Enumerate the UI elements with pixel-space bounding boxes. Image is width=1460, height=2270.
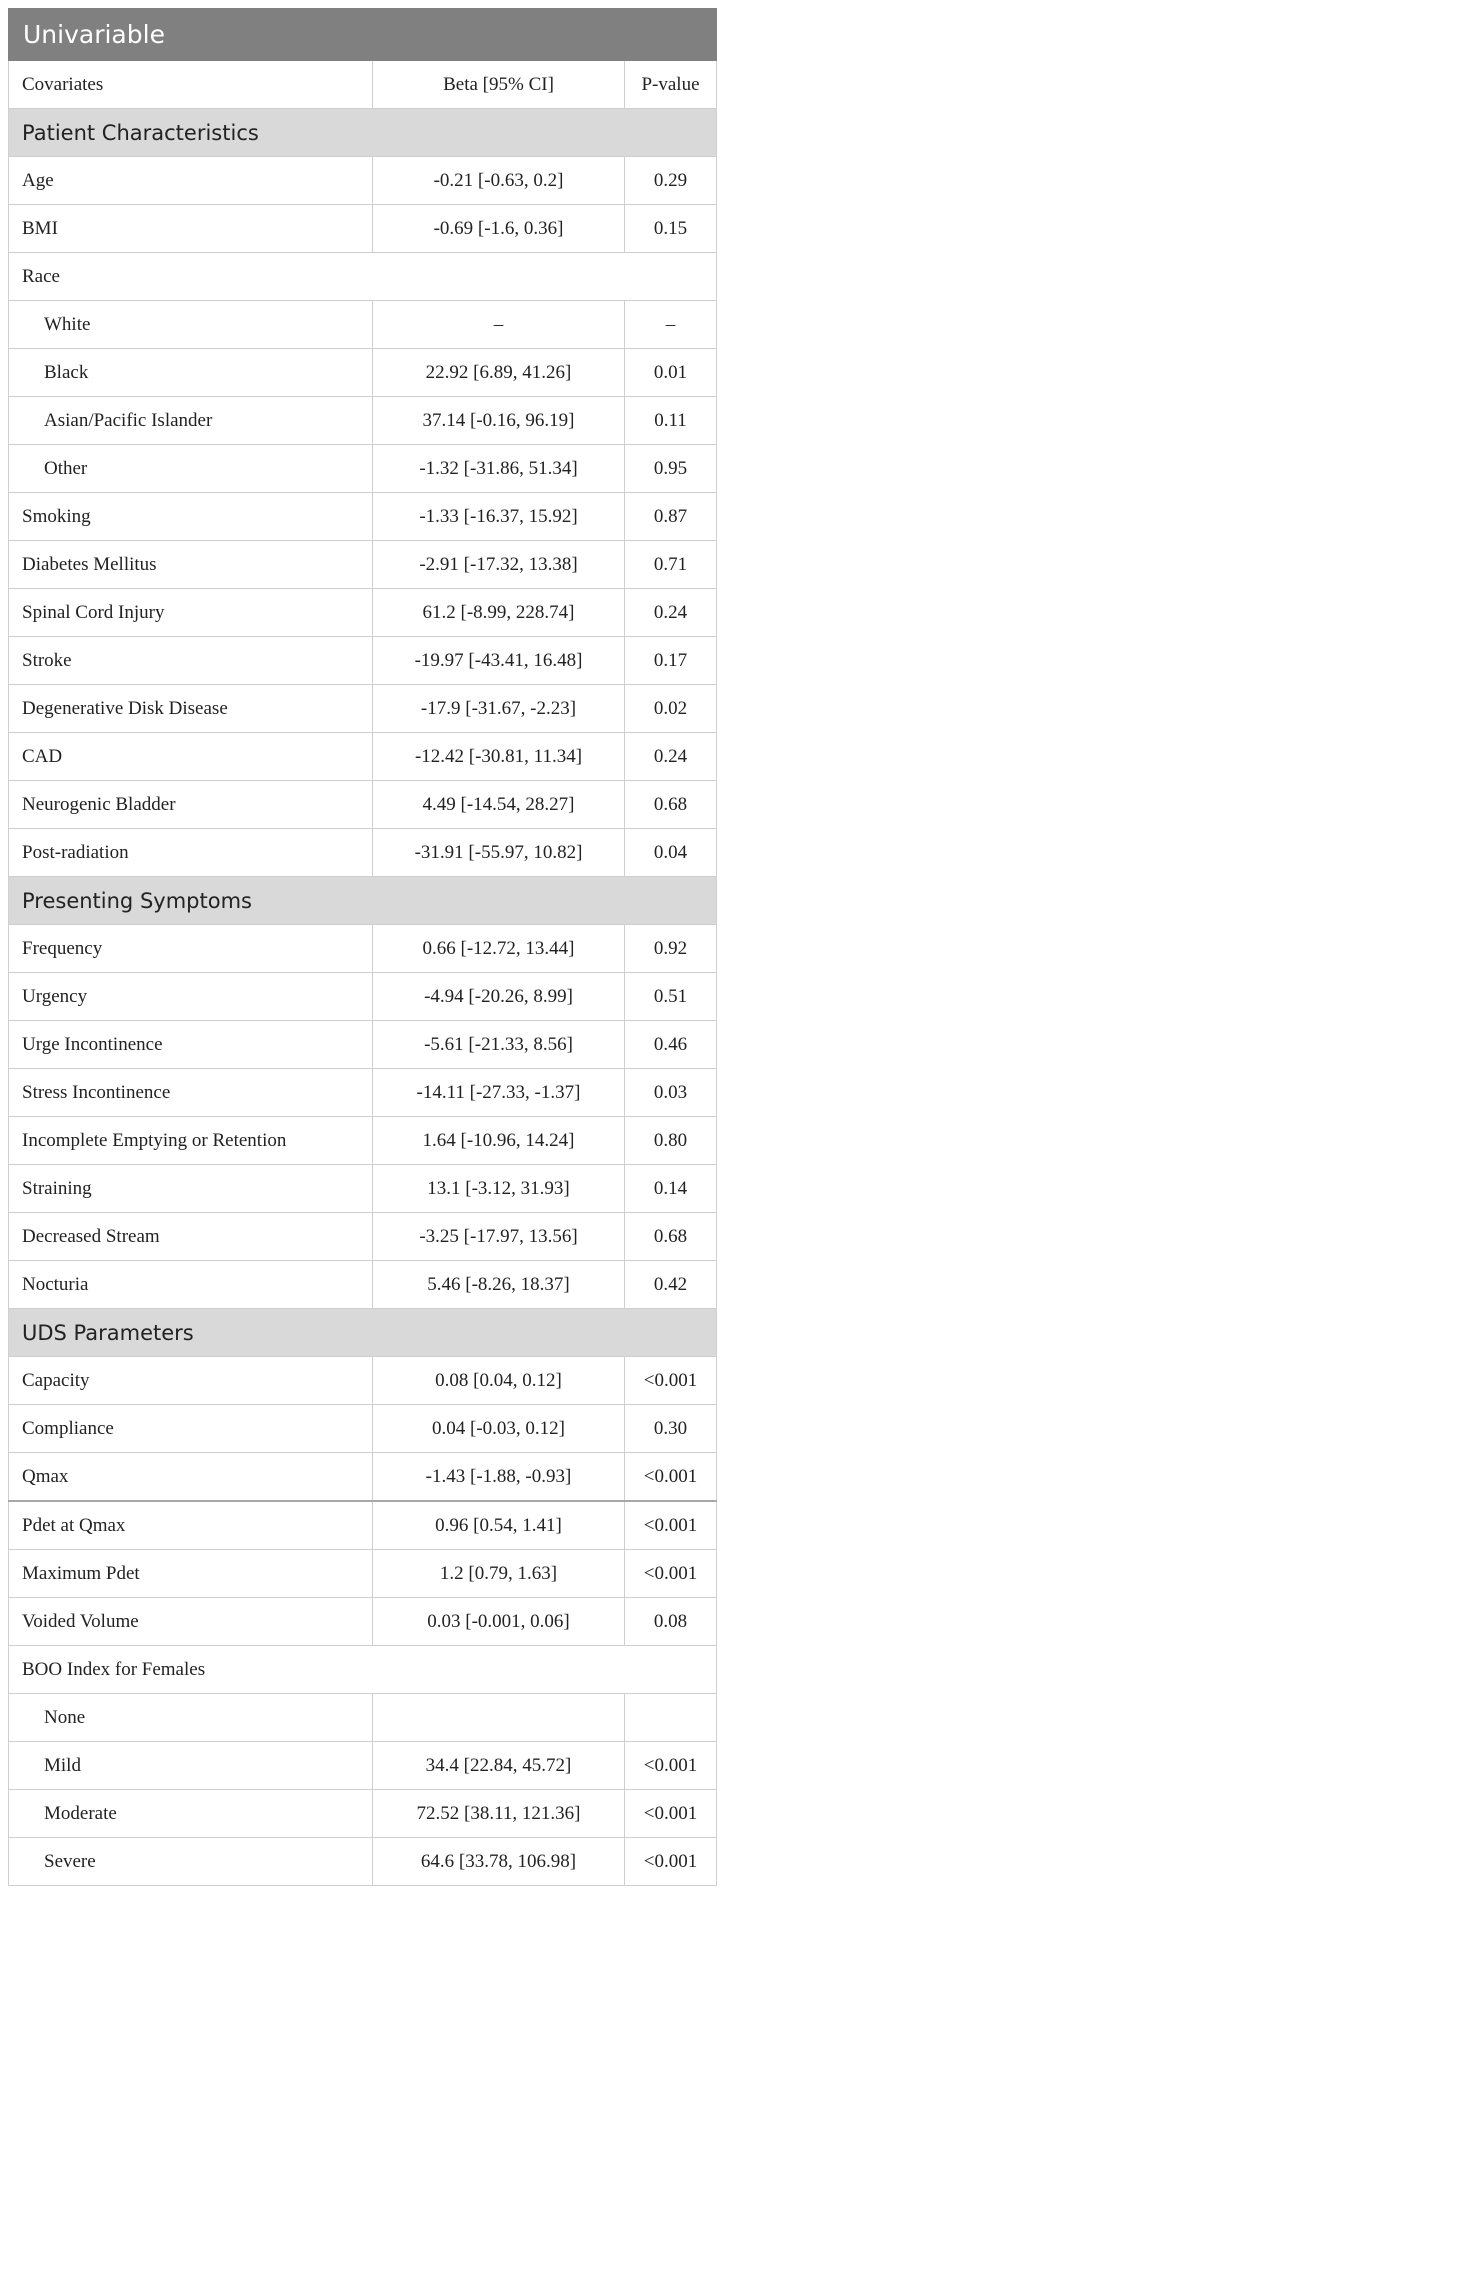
section-header-row: [9, 1309, 717, 1357]
covariate-cell: Maximum Pdet: [9, 1550, 373, 1598]
beta-ci-cell: 0.04 [-0.03, 0.12]: [373, 1405, 625, 1453]
beta-ci-cell: 13.1 [-3.12, 31.93]: [373, 1165, 625, 1213]
table-row: [9, 1357, 717, 1405]
table-row: [9, 349, 717, 397]
p-value-cell: 0.29: [625, 157, 717, 205]
covariate-cell: Age: [9, 157, 373, 205]
p-value-cell: 0.68: [625, 1213, 717, 1261]
table-row: [9, 685, 717, 733]
beta-ci-cell: 61.2 [-8.99, 228.74]: [373, 589, 625, 637]
beta-ci-cell: -12.42 [-30.81, 11.34]: [373, 733, 625, 781]
covariate-cell: Pdet at Qmax: [9, 1501, 373, 1550]
p-value-cell: 0.24: [625, 589, 717, 637]
covariate-cell: Decreased Stream: [9, 1213, 373, 1261]
p-value-cell: 0.03: [625, 1069, 717, 1117]
section-title: Patient Characteristics: [9, 109, 717, 157]
table-row: [9, 1261, 717, 1309]
table-row: [9, 1117, 717, 1165]
p-value-cell: 0.51: [625, 973, 717, 1021]
table-row: [9, 925, 717, 973]
header-p-value: P-value: [625, 61, 717, 109]
beta-ci-cell: 4.49 [-14.54, 28.27]: [373, 781, 625, 829]
covariate-cell: CAD: [9, 733, 373, 781]
beta-ci-cell: 72.52 [38.11, 121.36]: [373, 1790, 625, 1838]
p-value-cell: 0.68: [625, 781, 717, 829]
table-row: [9, 205, 717, 253]
covariate-cell: Spinal Cord Injury: [9, 589, 373, 637]
covariate-cell: Stroke: [9, 637, 373, 685]
covariate-cell: Stress Incontinence: [9, 1069, 373, 1117]
table-row: [9, 733, 717, 781]
table-row: [9, 1694, 717, 1742]
table-row: [9, 541, 717, 589]
p-value-cell: <0.001: [625, 1357, 717, 1405]
p-value-cell: 0.17: [625, 637, 717, 685]
covariate-cell: Capacity: [9, 1357, 373, 1405]
p-value-cell: 0.42: [625, 1261, 717, 1309]
p-value-cell: 0.87: [625, 493, 717, 541]
group-header-row: [9, 253, 717, 301]
table-title-row: [9, 9, 717, 61]
header-beta: Beta [95% CI]: [373, 61, 625, 109]
table-row: [9, 637, 717, 685]
table-row: [9, 1838, 717, 1886]
p-value-cell: <0.001: [625, 1790, 717, 1838]
table-row: [9, 397, 717, 445]
covariate-cell: Severe: [9, 1838, 373, 1886]
covariate-cell: Urgency: [9, 973, 373, 1021]
p-value-cell: 0.71: [625, 541, 717, 589]
beta-ci-cell: -0.69 [-1.6, 0.36]: [373, 205, 625, 253]
p-value-cell: 0.01: [625, 349, 717, 397]
table-row: [9, 1501, 717, 1550]
covariate-cell: Straining: [9, 1165, 373, 1213]
p-value-cell: 0.08: [625, 1598, 717, 1646]
beta-ci-cell: -17.9 [-31.67, -2.23]: [373, 685, 625, 733]
p-value-cell: 0.02: [625, 685, 717, 733]
p-value-cell: 0.15: [625, 205, 717, 253]
table-row: [9, 1598, 717, 1646]
covariate-cell: Voided Volume: [9, 1598, 373, 1646]
covariate-cell: Degenerative Disk Disease: [9, 685, 373, 733]
p-value-cell: 0.14: [625, 1165, 717, 1213]
table-row: [9, 1165, 717, 1213]
table-row: [9, 301, 717, 349]
beta-ci-cell: -31.91 [-55.97, 10.82]: [373, 829, 625, 877]
beta-ci-cell: [373, 1694, 625, 1742]
beta-ci-cell: -1.33 [-16.37, 15.92]: [373, 493, 625, 541]
beta-ci-cell: 1.2 [0.79, 1.63]: [373, 1550, 625, 1598]
covariate-cell: Qmax: [9, 1453, 373, 1502]
section-title: Presenting Symptoms: [9, 877, 717, 925]
beta-ci-cell: -1.43 [-1.88, -0.93]: [373, 1453, 625, 1502]
table-row: [9, 1069, 717, 1117]
covariate-cell: Neurogenic Bladder: [9, 781, 373, 829]
covariate-cell: Incomplete Emptying or Retention: [9, 1117, 373, 1165]
p-value-cell: –: [625, 301, 717, 349]
covariate-cell: Asian/Pacific Islander: [9, 397, 373, 445]
beta-ci-cell: 34.4 [22.84, 45.72]: [373, 1742, 625, 1790]
beta-ci-cell: 64.6 [33.78, 106.98]: [373, 1838, 625, 1886]
table-row: [9, 1453, 717, 1502]
beta-ci-cell: -14.11 [-27.33, -1.37]: [373, 1069, 625, 1117]
table-title: Univariable: [9, 9, 717, 61]
table-body: [9, 9, 717, 1886]
beta-ci-cell: -0.21 [-0.63, 0.2]: [373, 157, 625, 205]
group-label: BOO Index for Females: [9, 1646, 717, 1694]
group-header-row: [9, 1646, 717, 1694]
table-row: [9, 1213, 717, 1261]
covariate-cell: Diabetes Mellitus: [9, 541, 373, 589]
covariate-cell: Other: [9, 445, 373, 493]
beta-ci-cell: 0.96 [0.54, 1.41]: [373, 1501, 625, 1550]
beta-ci-cell: -1.32 [-31.86, 51.34]: [373, 445, 625, 493]
covariate-cell: Urge Incontinence: [9, 1021, 373, 1069]
p-value-cell: 0.95: [625, 445, 717, 493]
covariate-cell: None: [9, 1694, 373, 1742]
covariate-cell: Compliance: [9, 1405, 373, 1453]
table-row: [9, 781, 717, 829]
p-value-cell: [625, 1694, 717, 1742]
section-header-row: [9, 109, 717, 157]
table-row: [9, 1021, 717, 1069]
section-header-row: [9, 877, 717, 925]
p-value-cell: <0.001: [625, 1838, 717, 1886]
beta-ci-cell: -5.61 [-21.33, 8.56]: [373, 1021, 625, 1069]
univariable-table: [8, 8, 717, 1886]
table-row: [9, 973, 717, 1021]
beta-ci-cell: 0.08 [0.04, 0.12]: [373, 1357, 625, 1405]
table-row: [9, 445, 717, 493]
covariate-cell: BMI: [9, 205, 373, 253]
beta-ci-cell: -2.91 [-17.32, 13.38]: [373, 541, 625, 589]
table-row: [9, 1790, 717, 1838]
covariate-cell: Smoking: [9, 493, 373, 541]
beta-ci-cell: 22.92 [6.89, 41.26]: [373, 349, 625, 397]
header-covariates: Covariates: [9, 61, 373, 109]
p-value-cell: 0.80: [625, 1117, 717, 1165]
beta-ci-cell: 37.14 [-0.16, 96.19]: [373, 397, 625, 445]
covariate-cell: Nocturia: [9, 1261, 373, 1309]
p-value-cell: 0.24: [625, 733, 717, 781]
table-row: [9, 1405, 717, 1453]
table-row: [9, 493, 717, 541]
beta-ci-cell: -4.94 [-20.26, 8.99]: [373, 973, 625, 1021]
beta-ci-cell: –: [373, 301, 625, 349]
table-row: [9, 1550, 717, 1598]
beta-ci-cell: -3.25 [-17.97, 13.56]: [373, 1213, 625, 1261]
group-label: Race: [9, 253, 717, 301]
beta-ci-cell: -19.97 [-43.41, 16.48]: [373, 637, 625, 685]
p-value-cell: <0.001: [625, 1453, 717, 1502]
table-row: [9, 1742, 717, 1790]
covariate-cell: Moderate: [9, 1790, 373, 1838]
section-title: UDS Parameters: [9, 1309, 717, 1357]
p-value-cell: 0.30: [625, 1405, 717, 1453]
p-value-cell: 0.92: [625, 925, 717, 973]
covariate-cell: White: [9, 301, 373, 349]
covariate-cell: Post-radiation: [9, 829, 373, 877]
p-value-cell: <0.001: [625, 1550, 717, 1598]
table-row: [9, 589, 717, 637]
table-row: [9, 829, 717, 877]
p-value-cell: 0.04: [625, 829, 717, 877]
beta-ci-cell: 5.46 [-8.26, 18.37]: [373, 1261, 625, 1309]
covariate-cell: Mild: [9, 1742, 373, 1790]
p-value-cell: <0.001: [625, 1742, 717, 1790]
beta-ci-cell: 0.03 [-0.001, 0.06]: [373, 1598, 625, 1646]
table-header-row: [9, 61, 717, 109]
beta-ci-cell: 0.66 [-12.72, 13.44]: [373, 925, 625, 973]
p-value-cell: 0.11: [625, 397, 717, 445]
p-value-cell: 0.46: [625, 1021, 717, 1069]
covariate-cell: Frequency: [9, 925, 373, 973]
univariable-table-container: [8, 8, 716, 1886]
covariate-cell: Black: [9, 349, 373, 397]
beta-ci-cell: 1.64 [-10.96, 14.24]: [373, 1117, 625, 1165]
p-value-cell: <0.001: [625, 1501, 717, 1550]
table-row: [9, 157, 717, 205]
